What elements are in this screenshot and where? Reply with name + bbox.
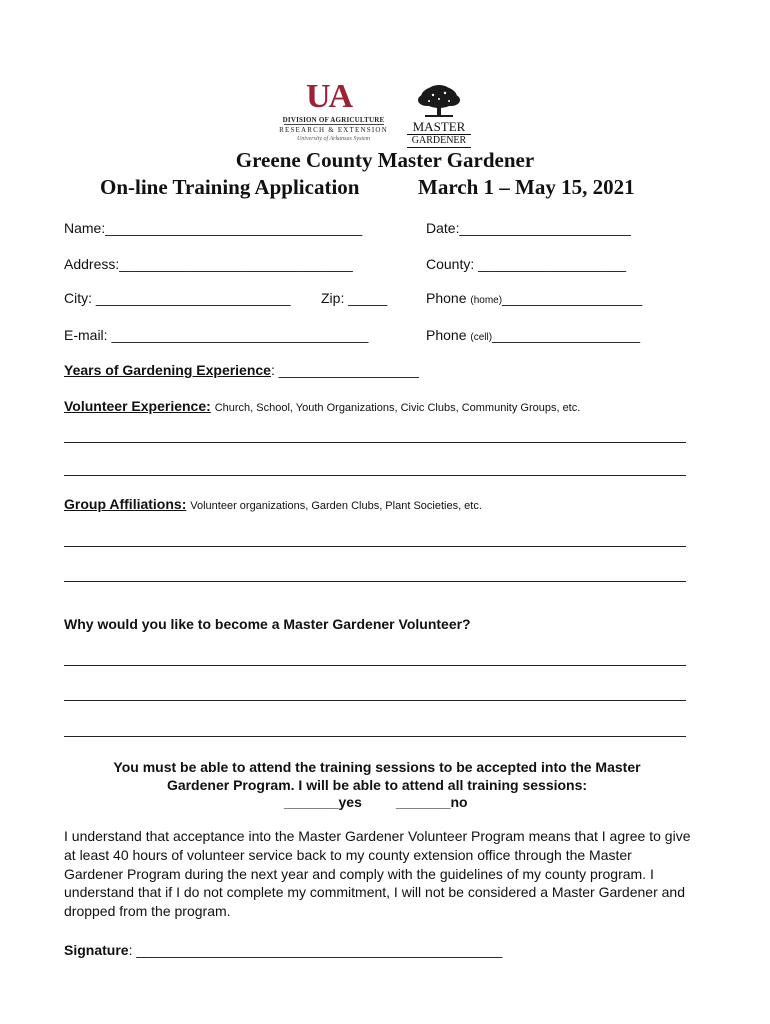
volunteer-experience-label: Volunteer Experience: (64, 398, 211, 414)
ua-logo-line2: RESEARCH & EXTENSION (279, 126, 388, 134)
why-volunteer-question: Why would you like to become a Master Gardener Volunteer? (64, 616, 471, 632)
ua-logo-rule (284, 124, 384, 125)
phone-home-line[interactable]: __________________ (502, 290, 643, 306)
group-affiliations-label: Group Affiliations: (64, 496, 187, 512)
phone-cell-label: Phone (426, 327, 467, 343)
signature-label: Signature (64, 942, 129, 958)
master-gardener-logo (403, 84, 475, 148)
zip-field[interactable]: Zip: _____ (321, 290, 388, 306)
ua-logo-line1: DIVISION OF AGRICULTURE (282, 116, 385, 124)
group-answer-line-1[interactable] (64, 546, 686, 547)
why-answer-line-1[interactable] (64, 665, 686, 666)
master-gardener-logo-line1: MASTER (412, 119, 466, 134)
form-subtitle: On-line Training Application (100, 175, 360, 199)
phone-cell-line[interactable]: ___________________ (492, 327, 640, 343)
county-field[interactable]: County: ___________________ (426, 256, 627, 272)
attendance-notice-line2: Gardener Program. I will be able to attend all training sessions: (166, 777, 588, 793)
signature-line[interactable]: : _______________________________________________ (128, 942, 503, 958)
tree-icon (403, 84, 475, 120)
address-field[interactable]: Address:______________________________ (64, 256, 353, 272)
volunteer-experience-heading (64, 398, 580, 414)
group-affiliations-heading (64, 496, 482, 512)
years-experience-line[interactable]: : __________________ (270, 362, 419, 378)
group-answer-line-2[interactable] (64, 581, 686, 582)
city-field[interactable]: City: _________________________ (64, 290, 291, 306)
volunteer-experience-hint: Church, School, Youth Organizations, Civic Clubs, Community Groups, etc. (214, 402, 581, 414)
master-gardener-logo-line2: GARDENER (407, 134, 471, 148)
form-title: Greene County Master Gardener (235, 148, 535, 172)
why-answer-line-3[interactable] (64, 736, 686, 737)
form-dates: March 1 – May 15, 2021 (418, 175, 635, 199)
email-field[interactable]: E-mail: _________________________________ (64, 327, 369, 343)
phone-cell-field[interactable] (426, 327, 640, 343)
ua-division-logo (276, 80, 391, 148)
ua-logo-line3: University of Arkansas System (296, 136, 371, 142)
signature-field[interactable] (64, 942, 502, 958)
ua-logo-mark: UA (306, 78, 352, 115)
group-affiliations-hint: Volunteer organizations, Garden Clubs, Plant Societies, etc. (190, 500, 482, 512)
name-field[interactable]: Name:_________________________________ (64, 220, 363, 236)
why-answer-line-2[interactable] (64, 700, 686, 701)
header-logos (270, 80, 490, 148)
volunteer-answer-line-2[interactable] (64, 475, 686, 476)
phone-home-field[interactable] (426, 290, 642, 306)
attendance-no-option[interactable]: _______no (396, 794, 468, 810)
volunteer-answer-line-1[interactable] (64, 442, 686, 443)
phone-home-label: Phone (426, 290, 467, 306)
attendance-notice-line1: You must be able to attend the training sessions to be accepted into the Master (113, 759, 641, 775)
years-experience-label: Years of Gardening Experience (64, 362, 271, 378)
attendance-yes-option[interactable]: _______yes (284, 794, 362, 810)
years-experience-field[interactable] (64, 362, 419, 378)
phone-cell-note: (cell) (470, 332, 493, 343)
date-field[interactable]: Date:______________________ (426, 220, 631, 236)
agreement-paragraph: I understand that acceptance into the Master Gardener Volunteer Program means that I agree to give at least 40 hours of volunteer service back to my county extension office through the Master Gardener Program during the next year and comply with the guidelines of my county program. I understand that if I do not complete my commitment, I will not be considered a Master Gardener and dropped from the program. (64, 828, 691, 920)
phone-home-note: (home) (470, 295, 503, 306)
